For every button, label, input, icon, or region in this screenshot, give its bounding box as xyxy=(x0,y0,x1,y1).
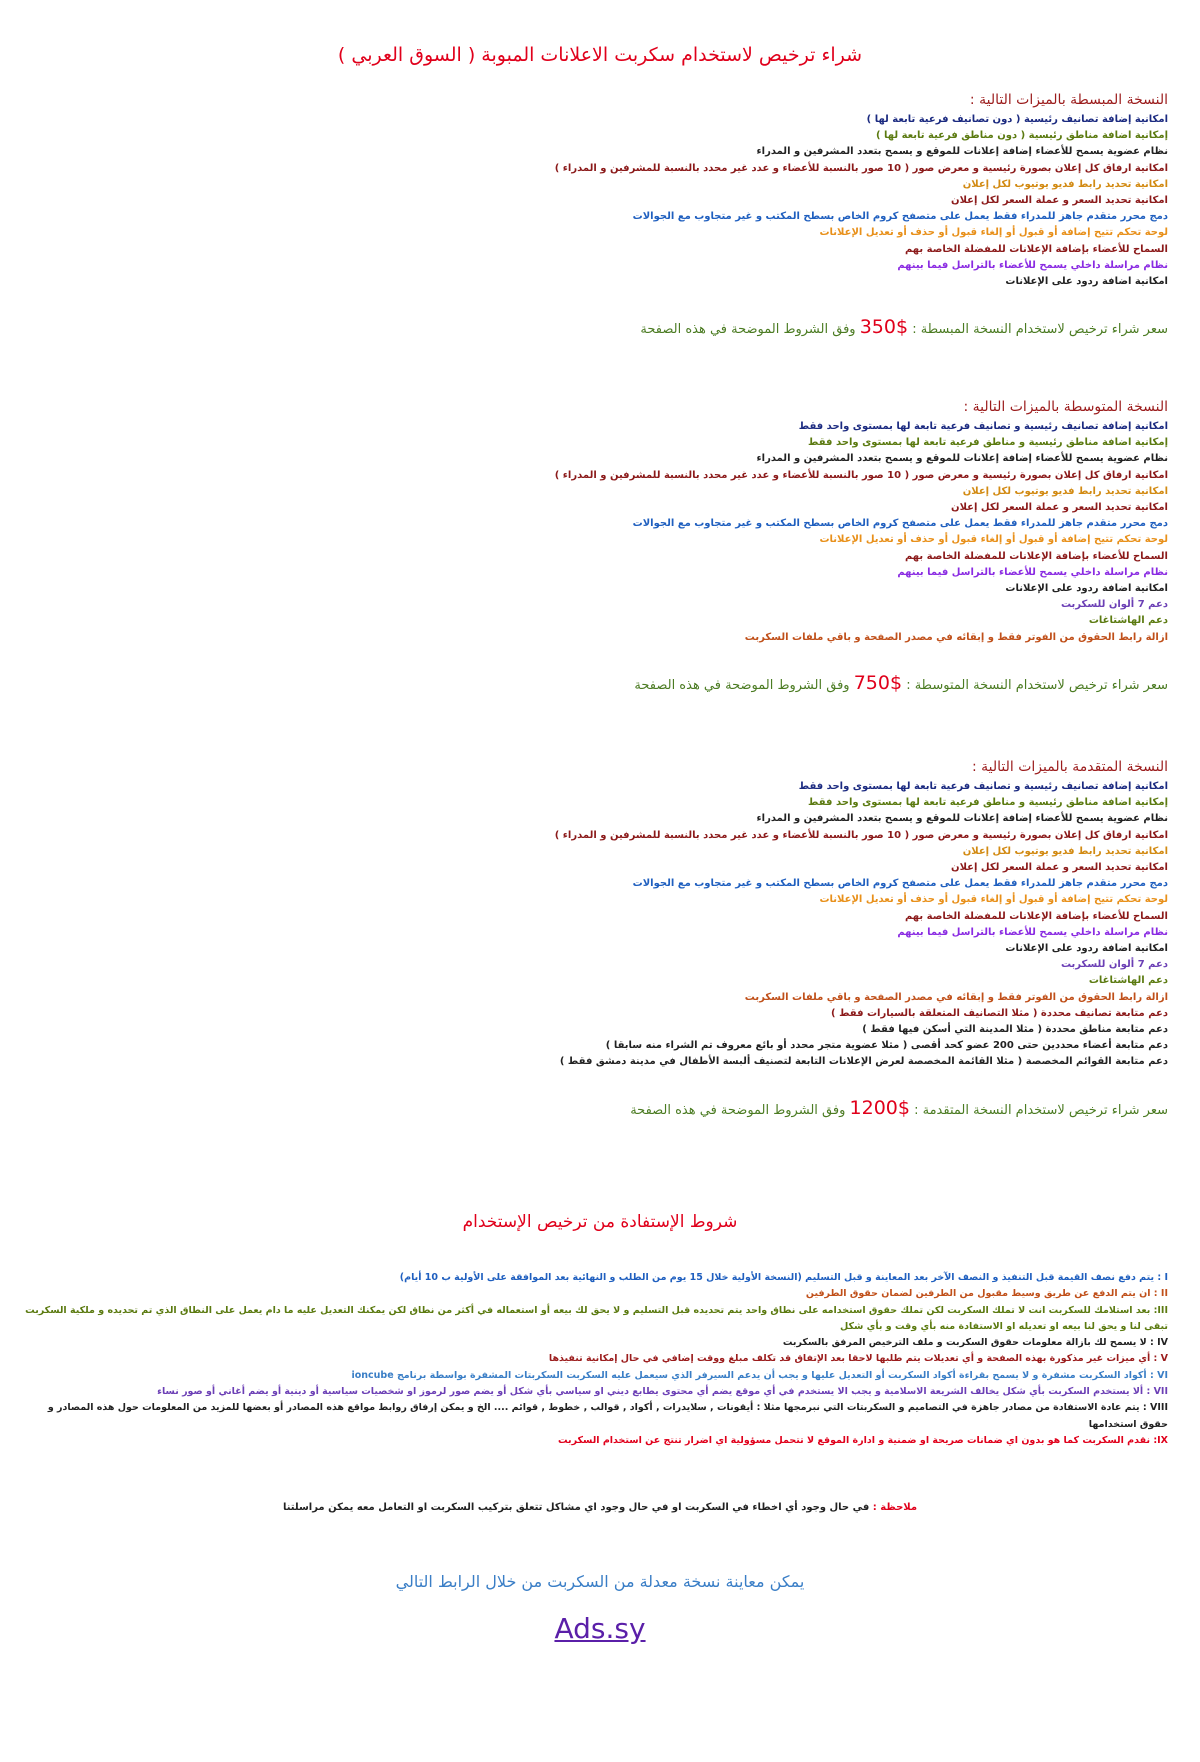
list-item: إمكانية اضافة مناطق رئيسية ( دون مناطق فرعية تابعة لها ) xyxy=(875,130,1168,142)
preview-link[interactable]: Ads.sy xyxy=(554,1612,646,1645)
list-item: السماح للأعضاء بإضافة الإعلانات للمفضلة الخاصة بهم xyxy=(904,243,1168,255)
note-text: في حال وجود أي اخطاء في السكربت او في حال وجود اي مشاكل تتعلق بتركيب السكربت او التعامل معه يمكن مراسلتنا xyxy=(282,1502,870,1513)
list-item: دعم متابعة مناطق محددة ( مثلا المدينة التي أسكن فيها فقط ) xyxy=(862,1024,1168,1036)
list-item: VI : أكواد السكربت مشفرة و لا يسمح بقراءة أكواد السكربت أو التعديل عليها و يجب أن يدعم السيرفر الذي سيعمل عليه السكربت السكربتات المشفرة بواسطة برنامج ioncube xyxy=(351,1369,1168,1381)
price-amount: $750 xyxy=(853,671,903,694)
list-item: دمج محرر متقدم جاهز للمدراء فقط يعمل على متصفح كروم الخاص بسطح المكتب و غير متجاوب مع الجوالات xyxy=(632,878,1168,890)
edition-heading: النسخة المتقدمة بالميزات التالية : xyxy=(971,759,1168,775)
price-prefix: سعر شراء ترخيص لاستخدام النسخة المتقدمة : xyxy=(914,1102,1168,1118)
list-item: نظام عضوية يسمح للأعضاء إضافة إعلانات للموقع و يسمح بتعدد المشرفين و المدراء xyxy=(756,146,1168,158)
list-item: امكانية تحديد رابط فديو يوتيوب لكل إعلان xyxy=(962,178,1168,190)
list-item: نظام عضوية يسمح للأعضاء إضافة إعلانات للموقع و يسمح بتعدد المشرفين و المدراء xyxy=(756,813,1168,825)
list-item: لوحة تحكم تتيح إضافة أو قبول أو إلغاء قبول أو حذف أو تعديل الإعلانات xyxy=(819,894,1168,906)
list-item: إمكانية اضافة مناطق رئيسية و مناطق فرعية تابعة لها بمستوى واحد فقط xyxy=(808,437,1168,449)
preview-text: يمكن معاينة نسخة معدلة من السكربت من خلال الرابط التالي xyxy=(395,1572,805,1591)
list-item: امكانية تحديد السعر و عملة السعر لكل إعلان xyxy=(951,502,1168,514)
list-item: V : أي ميزات غير مذكورة بهذه الصفحة و أي تعديلات يتم طلبها لاحقا بعد الإتفاق قد تكلف مبلغ ووقت إضافي في حال إمكانية تنفيذها xyxy=(548,1353,1168,1365)
list-item: ازالة رابط الحقوق من الفوتر فقط و إبقائه في مصدر الصفحة و باقي ملفات السكربت xyxy=(744,631,1168,643)
list-item: امكانية إضافة تصانيف رئيسية ( دون تصانيف فرعية تابعة لها ) xyxy=(866,114,1168,125)
price-suffix: وفق الشروط الموضحة في هذه الصفحة xyxy=(634,677,850,693)
edition-advanced xyxy=(28,757,1168,1124)
list-item: امكانية ارفاق كل إعلان بصورة رئيسية و معرض صور ( 10 صور بالنسبة للأعضاء و عدد غير محدد بالنسبة للمشرفين و المدراء ) xyxy=(554,469,1168,481)
list-item: دمج محرر متقدم جاهز للمدراء فقط يعمل على متصفح كروم الخاص بسطح المكتب و غير متجاوب مع الجوالات xyxy=(632,518,1168,530)
list-item: نظام مراسلة داخلي يسمح للأعضاء بالتراسل فيما بينهم xyxy=(897,566,1168,578)
list-item: دعم الهاشتاغات xyxy=(1088,615,1168,627)
list-item: VIII : يتم عادة الاستفادة من مصادر جاهزة في التصاميم و السكربتات التي نبرمجها مثلا : أيقونات , سلايدرات , أكواد , قوالب , خطوط , قوائم .... الخ و يمكن إرفاق روابط مواقع هذه المصادر أو بعضها للمزيد من المعلومات حول هذه المصادر و حقوق استخدامها xyxy=(47,1402,1168,1430)
list-item: امكانية إضافة تصانيف رئيسية و تصانيف فرعية تابعة لها بمستوى واحد فقط xyxy=(798,421,1168,432)
list-item: السماح للأعضاء بإضافة الإعلانات للمفضلة الخاصة بهم xyxy=(904,550,1168,562)
feature-list xyxy=(28,779,1168,1071)
edition-price-line xyxy=(28,1095,1168,1124)
list-item: امكانية تحديد رابط فديو يوتيوب لكل إعلان xyxy=(962,485,1168,497)
list-item: دمج محرر متقدم جاهز للمدراء فقط يعمل على متصفح كروم الخاص بسطح المكتب و غير متجاوب مع الجوالات xyxy=(632,211,1168,223)
list-item: I : يتم دفع نصف القيمة قبل التنفيذ و النصف الآخر بعد المعاينة و قبل التسليم (النسخة الأولية خلال 15 يوم من الطلب و النهائية بعد الموافقة على الأولية ب 10 أيام) xyxy=(399,1272,1168,1283)
price-suffix: وفق الشروط الموضحة في هذه الصفحة xyxy=(640,322,856,338)
list-item: دعم متابعة تصانيف محددة ( مثلا التصانيف المتعلقة بالسيارات فقط ) xyxy=(831,1007,1168,1019)
list-item: دعم متابعة القوائم المخصصة ( مثلا القائمة المخصصة لعرض الإعلانات التابعة لتصنيف ألبسة الأطفال في مدينة دمشق فقط ) xyxy=(559,1056,1168,1068)
list-item: دعم متابعة أعضاء محددين حتى 200 عضو كحد أقصى ( مثلا عضوية متجر محدد أو بائع معروف تم الشراء منه سابقا ) xyxy=(605,1040,1168,1052)
list-item: امكانية تحديد رابط فديو يوتيوب لكل إعلان xyxy=(962,845,1168,857)
edition-heading: النسخة المبسطة بالميزات التالية : xyxy=(969,92,1168,108)
list-item: IV : لا يسمح لك بازالة معلومات حقوق السكربت و ملف الترخيص المرفق بالسكربت xyxy=(782,1337,1168,1349)
list-item: امكانية اضافة ردود على الإعلانات xyxy=(1005,583,1168,595)
edition-basic xyxy=(28,90,1168,343)
list-item: امكانية ارفاق كل إعلان بصورة رئيسية و معرض صور ( 10 صور بالنسبة للأعضاء و عدد غير محدد بالنسبة للمشرفين و المدراء ) xyxy=(554,829,1168,841)
list-item: لوحة تحكم تتيح إضافة أو قبول أو إلغاء قبول أو حذف أو تعديل الإعلانات xyxy=(819,534,1168,546)
terms-list xyxy=(23,1270,1168,1449)
list-item: نظام مراسلة داخلي يسمح للأعضاء بالتراسل فيما بينهم xyxy=(897,926,1168,938)
list-item: ازالة رابط الحقوق من الفوتر فقط و إبقائه في مصدر الصفحة و باقي ملفات السكربت xyxy=(744,991,1168,1003)
list-item: لوحة تحكم تتيح إضافة أو قبول أو إلغاء قبول أو حذف أو تعديل الإعلانات xyxy=(819,227,1168,239)
list-item: امكانية اضافة ردود على الإعلانات xyxy=(1005,276,1168,288)
list-item: امكانية ارفاق كل إعلان بصورة رئيسية و معرض صور ( 10 صور بالنسبة للأعضاء و عدد غير محدد بالنسبة للمشرفين و المدراء ) xyxy=(554,162,1168,174)
feature-list xyxy=(28,419,1168,646)
note-label: ملاحظة : xyxy=(872,1502,918,1513)
list-item: دعم 7 ألوان للسكربت xyxy=(1060,599,1168,611)
list-item: امكانية إضافة تصانيف رئيسية و تصانيف فرعية تابعة لها بمستوى واحد فقط xyxy=(798,781,1168,792)
list-item: نظام مراسلة داخلي يسمح للأعضاء بالتراسل فيما بينهم xyxy=(897,259,1168,271)
price-amount: $350 xyxy=(859,316,909,339)
price-prefix: سعر شراء ترخيص لاستخدام النسخة المبسطة : xyxy=(912,322,1168,338)
list-item: نظام عضوية يسمح للأعضاء إضافة إعلانات للموقع و يسمح بتعدد المشرفين و المدراء xyxy=(756,453,1168,465)
price-suffix: وفق الشروط الموضحة في هذه الصفحة xyxy=(630,1102,846,1118)
note xyxy=(0,1502,1200,1513)
list-item: دعم 7 ألوان للسكربت xyxy=(1060,959,1168,971)
price-prefix: سعر شراء ترخيص لاستخدام النسخة المتوسطة : xyxy=(906,677,1168,693)
feature-list xyxy=(28,112,1168,290)
list-item: VII : ألا يستخدم السكربت بأي شكل يخالف الشريعة الاسلامية و يجب الا يستخدم في أي موقع يضم أي محتوى يطابع ديني او سياسي بأي شكل أو يضم صور لرموز او شخصيات سياسية أو دينية أو يضم أغاني أو صور نساء xyxy=(157,1386,1168,1398)
edition-price-line xyxy=(28,670,1168,699)
list-item: دعم الهاشتاغات xyxy=(1088,975,1168,987)
list-item: IX: نقدم السكربت كما هو بدون اي ضمانات صريحة او ضمنية و ادارة الموقع لا تتحمل مسؤولية اي اضرار تنتج عن استخدام السكربت xyxy=(557,1434,1168,1446)
list-item: السماح للأعضاء بإضافة الإعلانات للمفضلة الخاصة بهم xyxy=(904,910,1168,922)
list-item: II : ان يتم الدفع عن طريق وسيط مقبول من الطرفين لضمان حقوق الطرفين xyxy=(805,1288,1168,1300)
edition-heading: النسخة المتوسطة بالميزات التالية : xyxy=(963,399,1168,415)
terms-title: شروط الإستفادة من ترخيص الإستخدام xyxy=(462,1212,738,1232)
list-item: امكانية اضافة ردود على الإعلانات xyxy=(1005,943,1168,955)
edition-standard xyxy=(28,397,1168,699)
list-item: امكانية تحديد السعر و عملة السعر لكل إعلان xyxy=(951,195,1168,207)
price-amount: $1200 xyxy=(849,1096,910,1119)
list-item: إمكانية اضافة مناطق رئيسية و مناطق فرعية تابعة لها بمستوى واحد فقط xyxy=(808,797,1168,809)
list-item: امكانية تحديد السعر و عملة السعر لكل إعلان xyxy=(951,862,1168,874)
page-title: شراء ترخيص لاستخدام سكربت الاعلانات المبوبة ( السوق العربي ) xyxy=(337,44,863,66)
edition-price-line xyxy=(28,314,1168,343)
list-item: III: بعد استلامك للسكربت انت لا تملك السكربت لكن تملك حقوق استخدامه على نطاق واحد يتم تحديده قبل التسليم و لا يحق لك بيعه أو استعماله في أكثر من نطاق لكن يمكنك التعديل عليه ما دام يعمل على النطاق الذي تم تحديده و ملكية السكربت تبقى لنا و يحق لنا بيعه او تعديله او الاستفادة منه بأي وقت و بأي شكل xyxy=(25,1304,1168,1332)
